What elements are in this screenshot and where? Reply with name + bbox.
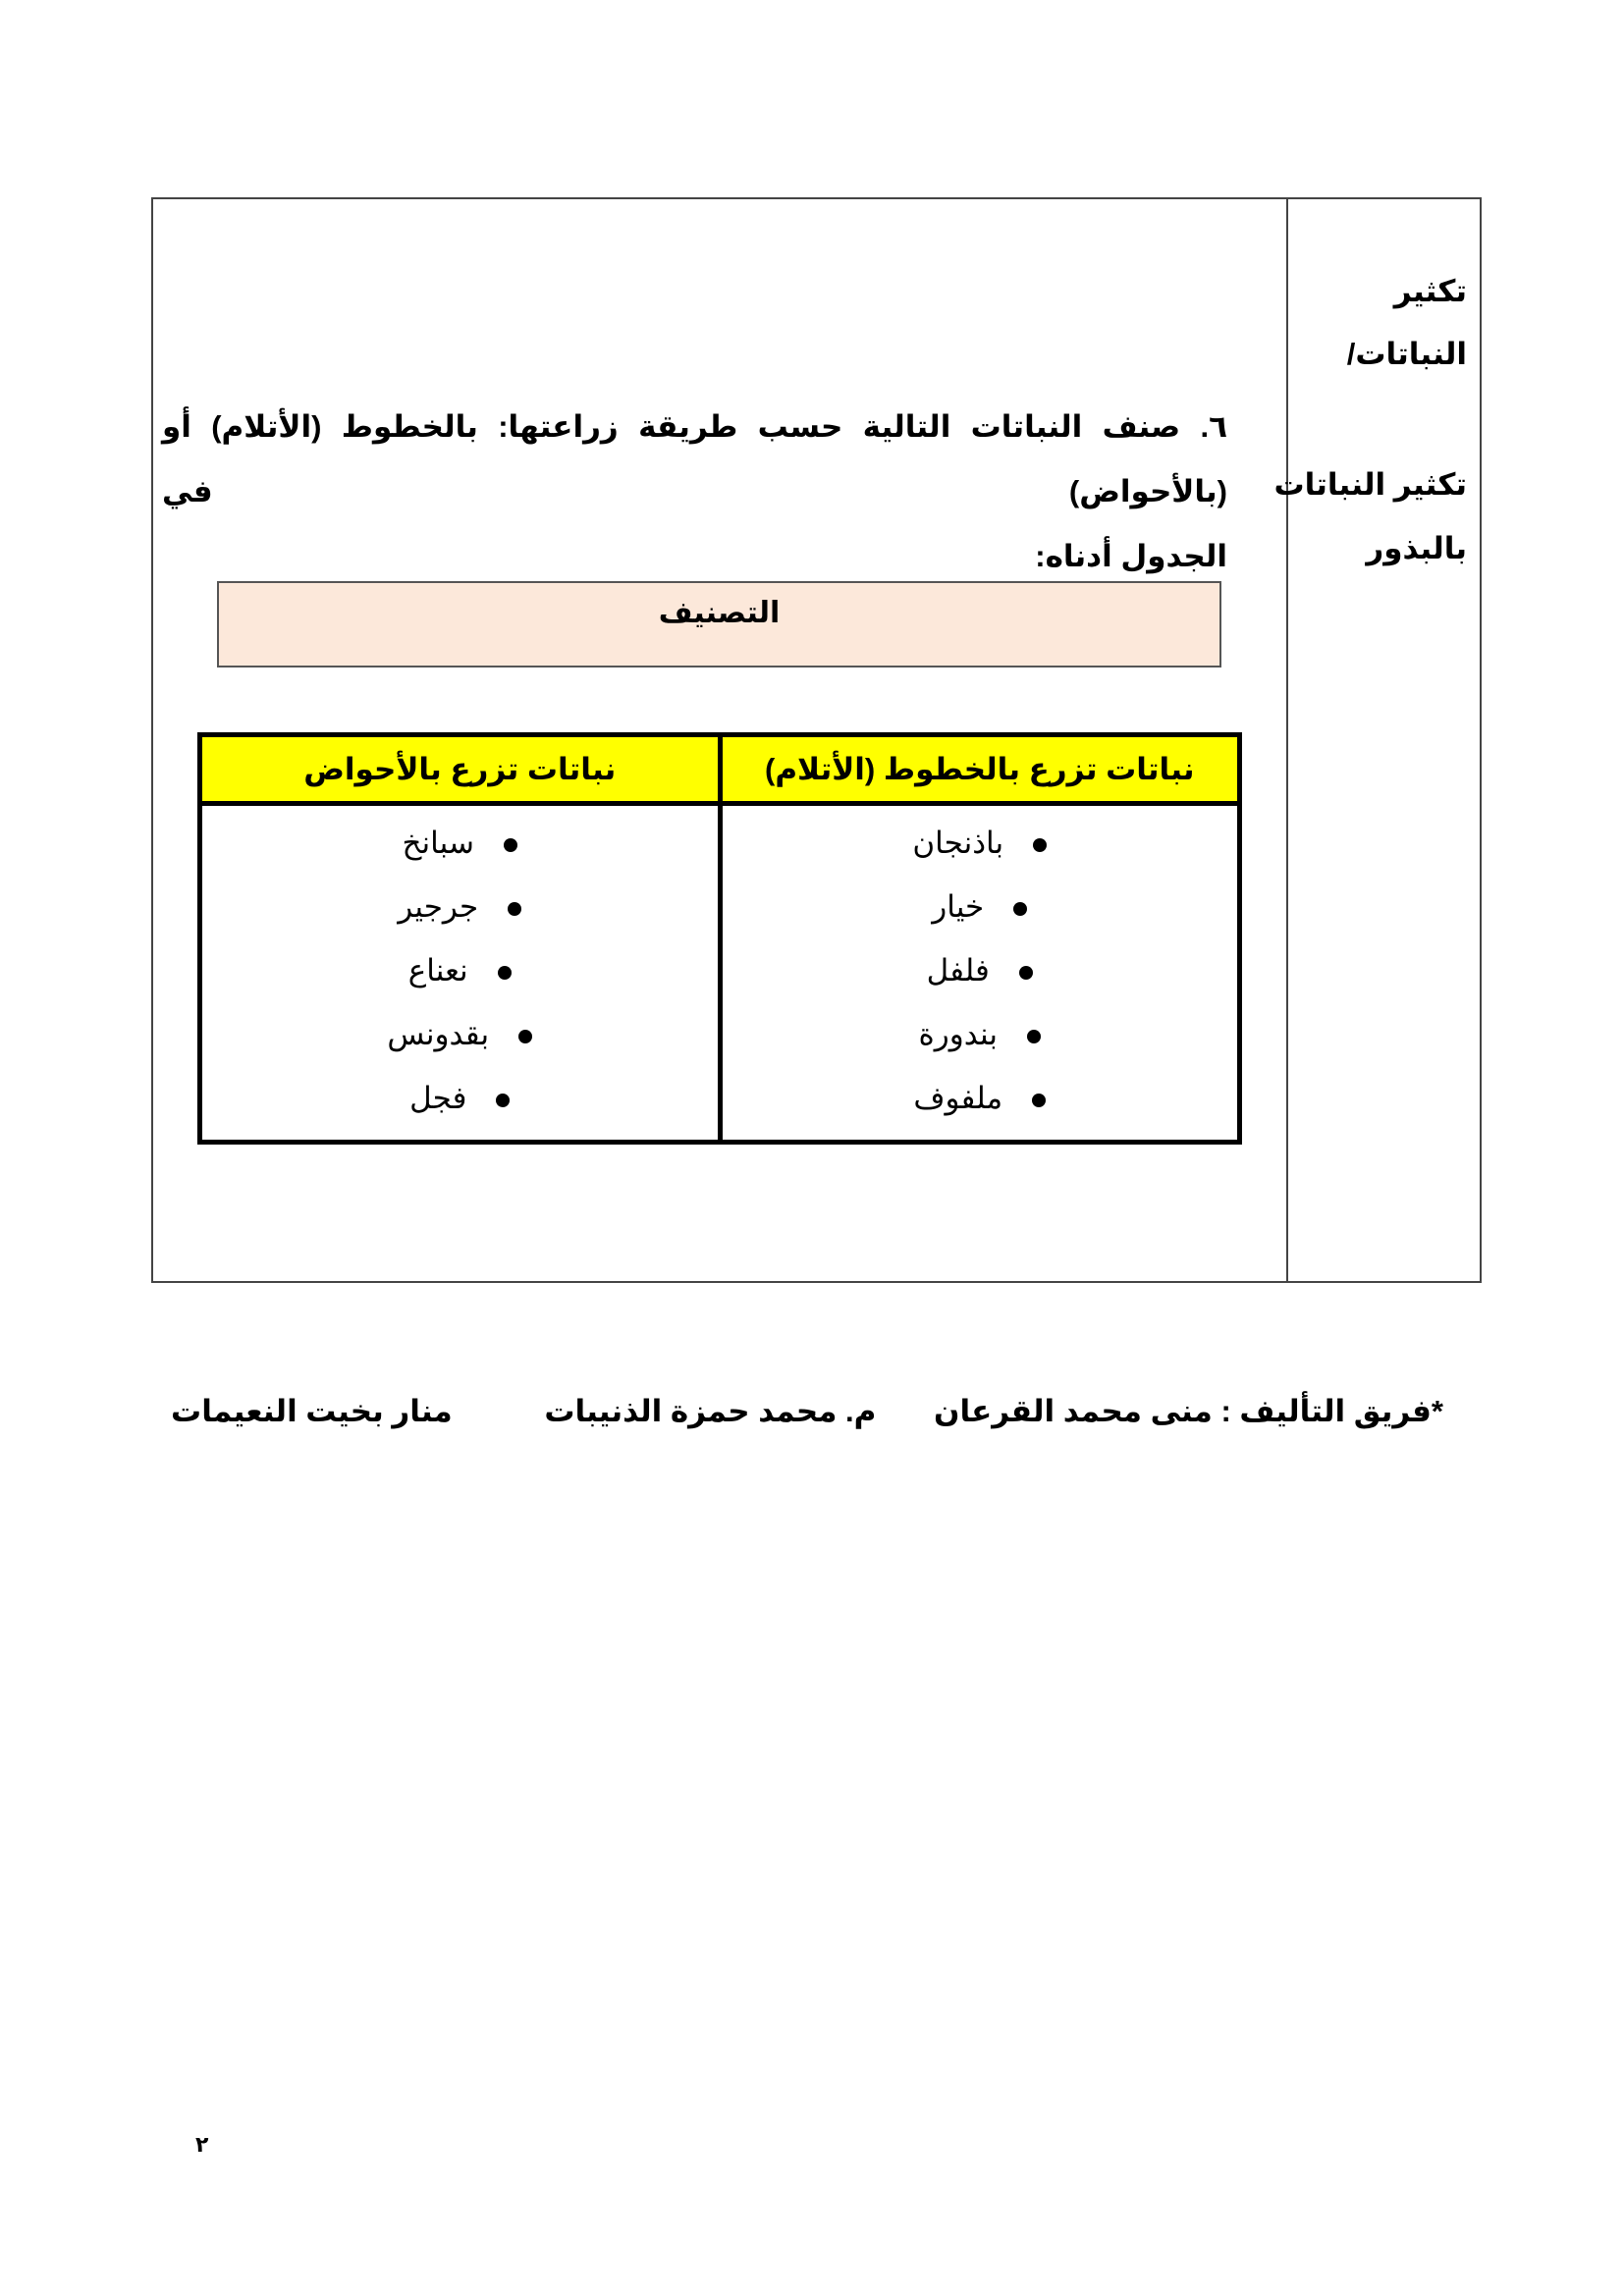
list-item (724, 1075, 1237, 1139)
header-beds-planting: نباتات تزرع بالأحواض (200, 735, 721, 804)
beds-planting-cell (200, 804, 721, 1143)
authors-label: *فريق التأليف : (1220, 1394, 1443, 1428)
plant-name: بندورة (918, 1017, 998, 1051)
table-header-row (200, 735, 1240, 804)
bullet-icon (1033, 838, 1047, 852)
question-text (162, 395, 1227, 589)
plant-name: فجل (409, 1081, 467, 1115)
question-line-2: الجدول أدناه: (1035, 539, 1227, 573)
plant-name: باذنجان (912, 826, 1004, 860)
rows-planting-cell (720, 804, 1240, 1143)
list-item (203, 1011, 717, 1075)
list-item (724, 820, 1237, 883)
plant-name: ملفوف (913, 1081, 1003, 1115)
plant-name: جرجير (398, 889, 479, 924)
author-name: منار بخيت النعيمات (171, 1394, 453, 1428)
rows-planting-list (724, 820, 1237, 1139)
subtopic-line: بالبذور (1366, 531, 1467, 565)
table-row (200, 804, 1240, 1143)
topic-line: تكثير (1393, 274, 1467, 308)
bullet-icon (498, 966, 512, 980)
list-item (203, 1075, 717, 1139)
bullet-icon (1027, 1030, 1041, 1043)
list-item (203, 883, 717, 947)
bullet-icon (1013, 902, 1027, 916)
classification-box (217, 581, 1221, 667)
topic-column (1273, 197, 1480, 1281)
list-item (724, 947, 1237, 1011)
subtopic-line: تكثير النباتات (1273, 467, 1467, 502)
author-name: منى محمد القرعان (934, 1394, 1213, 1428)
plant-name: نعناع (407, 953, 468, 988)
list-item (724, 1011, 1237, 1075)
bullet-icon (1019, 966, 1033, 980)
header-rows-planting: نباتات تزرع بالخطوط (الأتلام) (720, 735, 1240, 804)
beds-planting-list (203, 820, 717, 1139)
bullet-icon (518, 1030, 532, 1043)
plants-table (197, 732, 1242, 1145)
bullet-icon (508, 902, 521, 916)
bullet-icon (504, 838, 517, 852)
plant-name: سبانخ (402, 826, 474, 860)
column-divider (1286, 197, 1288, 1283)
bullet-icon (1032, 1094, 1046, 1107)
authors-line (171, 1394, 1443, 1429)
list-item (203, 820, 717, 883)
author-name: م. محمد حمزة الذنيبات (544, 1394, 877, 1428)
list-item (724, 883, 1237, 947)
question-line-1: ٦. صنف النباتات التالية حسب طريقة زراعتها: بالخطوط (الأتلام) أو (بالأحواض) في (162, 409, 1227, 508)
plant-name: خيار (932, 889, 985, 924)
topic-line: النباتات/ (1346, 337, 1467, 371)
page-number: ٢ (195, 2132, 209, 2157)
plant-name: بقدونس (387, 1017, 490, 1051)
list-item (203, 947, 717, 1011)
bullet-icon (496, 1094, 510, 1107)
plant-name: فلفل (926, 953, 990, 988)
classification-label: التصنيف (658, 597, 781, 629)
